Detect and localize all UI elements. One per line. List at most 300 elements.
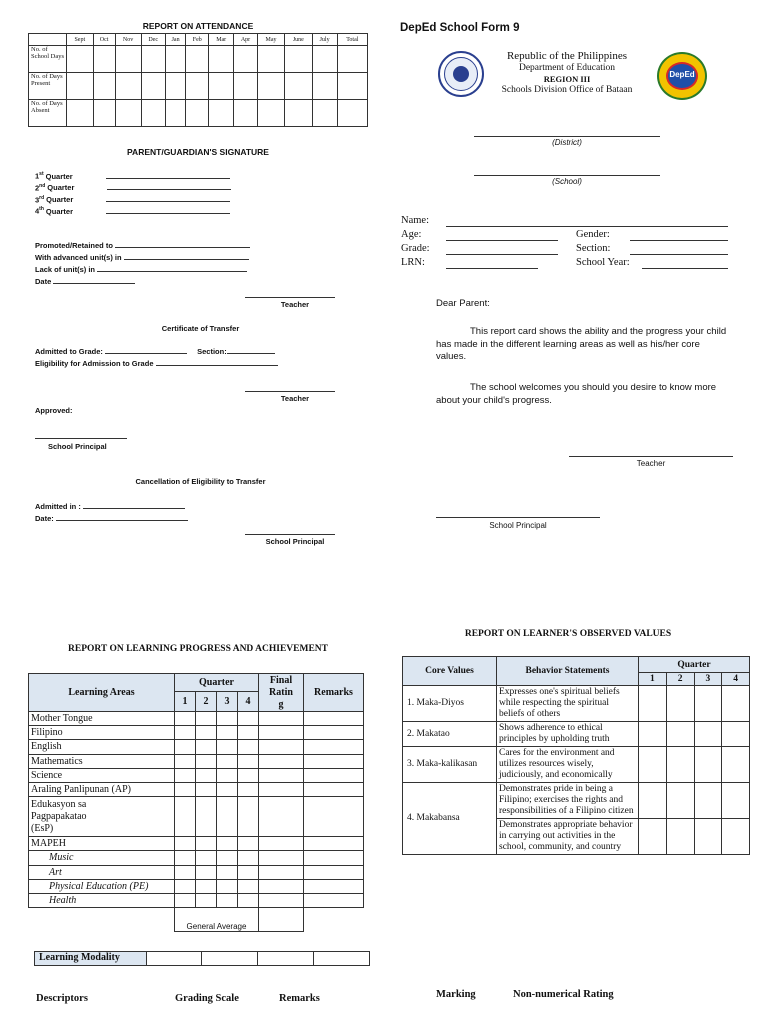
attendance-cell[interactable] (67, 73, 94, 100)
attendance-cell[interactable] (141, 100, 165, 127)
learning-grade-cell[interactable] (259, 837, 304, 851)
transfer-title: Certificate of Transfer (161, 324, 240, 333)
values-title: REPORT ON LEARNER'S OBSERVED VALUES (464, 629, 672, 639)
values-rating-cell[interactable] (694, 722, 722, 747)
learning-area-name: Filipino (29, 726, 175, 740)
values-quarter-num: 3 (694, 673, 722, 686)
division-label: Schools Division Office of Bataan (501, 85, 633, 95)
values-rating-cell[interactable] (694, 819, 722, 855)
learning-grade-cell[interactable] (217, 797, 238, 837)
learning-grade-cell[interactable] (217, 893, 238, 907)
cancellation-title: Cancellation of Eligibility to Transfer (135, 477, 266, 486)
learning-grade-cell[interactable] (238, 782, 259, 796)
behavior-statement: Shows adherence to ethical principles by upholding truth (497, 722, 639, 747)
attendance-cell[interactable] (234, 46, 258, 73)
learning-grade-cell[interactable] (196, 797, 217, 837)
attendance-cell[interactable] (165, 46, 186, 73)
lack-label: Lack of unit(s) in (35, 265, 95, 274)
learning-grade-cell[interactable] (217, 865, 238, 879)
lack-row (35, 265, 247, 274)
lrn-line[interactable] (446, 268, 538, 269)
learning-quarter-num: 3 (217, 692, 238, 712)
learning-grade-cell[interactable] (175, 740, 196, 754)
values-row (403, 722, 750, 747)
gender-line[interactable] (630, 240, 728, 241)
school-year-label: School Year: (576, 257, 630, 268)
attendance-cell[interactable] (115, 46, 141, 73)
learning-area-name: Health (29, 893, 175, 907)
learning-area-row (29, 879, 364, 893)
behavior-statement: Expresses one's spiritual beliefs while respecting the spiritual beliefs of others (497, 686, 639, 722)
admitted-in-row (35, 502, 185, 511)
learning-grade-cell[interactable] (175, 754, 196, 768)
quarter-signature-line[interactable] (106, 178, 230, 179)
attendance-cell[interactable] (285, 100, 312, 127)
values-rating-cell[interactable] (722, 819, 750, 855)
values-row (403, 686, 750, 722)
learning-grade-cell[interactable] (304, 797, 364, 837)
admitted-grade-row (35, 347, 275, 356)
attendance-row-label: No. of School Days (29, 46, 67, 73)
learning-grade-cell[interactable] (259, 712, 304, 726)
behavior-statement: Demonstrates pride in being a Filipino; exercises the rights and responsibilities of a Filipino citizen (497, 783, 639, 819)
learning-grade-cell[interactable] (175, 893, 196, 907)
attendance-month-header: Total (337, 34, 367, 46)
learning-grade-cell[interactable] (238, 851, 259, 865)
learning-grade-cell[interactable] (238, 768, 259, 782)
section-label-right: Section: (576, 243, 611, 254)
values-table (402, 656, 750, 855)
letter-teacher-label: Teacher (636, 459, 666, 468)
attendance-month-header: Sept (67, 34, 94, 46)
learning-area-row (29, 797, 364, 837)
learning-grade-cell[interactable] (259, 754, 304, 768)
esp-line: Pagpapakatao (31, 810, 87, 822)
learning-area-row (29, 754, 364, 768)
lack-line[interactable] (97, 271, 247, 272)
attendance-row (29, 100, 368, 127)
letter-principal-line (436, 517, 600, 518)
values-rating-cell[interactable] (722, 783, 750, 819)
learning-area-name (29, 797, 175, 837)
attendance-cell[interactable] (186, 46, 209, 73)
learning-grade-cell[interactable] (175, 837, 196, 851)
school-label: (School) (552, 177, 582, 186)
values-quarter-num: 1 (639, 673, 667, 686)
learning-grade-cell[interactable] (259, 797, 304, 837)
attendance-cell[interactable] (312, 100, 337, 127)
signature-quarters (35, 171, 231, 218)
quarter-num: 4 (35, 206, 40, 216)
learning-grade-cell[interactable] (175, 768, 196, 782)
behavior-statement: Demonstrates appropriate behavior in carrying out activities in the school, community, and country (497, 819, 639, 855)
learning-table (28, 673, 364, 932)
attendance-cell[interactable] (312, 46, 337, 73)
letter-teacher-line (569, 456, 733, 457)
learning-grade-cell[interactable] (175, 865, 196, 879)
general-average-row (29, 908, 364, 932)
learning-grade-cell[interactable] (304, 865, 364, 879)
attendance-cell[interactable] (165, 73, 186, 100)
remarks-header: Remarks (279, 993, 320, 1004)
cancel-date-line[interactable] (56, 520, 188, 521)
learning-grade-cell[interactable] (196, 837, 217, 851)
learning-grade-cell[interactable] (196, 754, 217, 768)
learning-areas-header: Learning Areas (29, 674, 175, 712)
attendance-month-header: May (257, 34, 284, 46)
esp-line: Edukasyon sa (31, 798, 87, 810)
learning-area-row (29, 768, 364, 782)
values-rating-cell[interactable] (666, 783, 694, 819)
advanced-label: With advanced unit(s) in (35, 253, 122, 262)
learning-grade-cell[interactable] (304, 726, 364, 740)
letter-greeting: Dear Parent: (436, 298, 490, 309)
attendance-cell[interactable] (337, 100, 367, 127)
learning-grade-cell[interactable] (259, 851, 304, 865)
quarter-signature-row (35, 183, 231, 195)
region-label: REGION III (543, 74, 591, 84)
date-row (35, 277, 135, 286)
learning-grade-cell[interactable] (196, 740, 217, 754)
learning-grade-cell[interactable] (238, 797, 259, 837)
quarter-num: 1 (35, 171, 40, 181)
learning-quarter-num: 2 (196, 692, 217, 712)
attendance-month-header: Oct (93, 34, 115, 46)
attendance-cell[interactable] (186, 100, 209, 127)
attendance-cell[interactable] (141, 73, 165, 100)
learning-grade-cell[interactable] (196, 851, 217, 865)
learning-area-row (29, 712, 364, 726)
learning-quarter-header: Quarter (175, 674, 259, 692)
values-rating-cell[interactable] (722, 686, 750, 722)
learning-grade-cell[interactable] (196, 879, 217, 893)
behavior-header: Behavior Statements (497, 657, 639, 686)
attendance-month-header: Nov (115, 34, 141, 46)
esp-line: (EsP) (31, 822, 54, 834)
eligibility-label: Eligibility for Admission to Grade (35, 359, 154, 368)
general-average-cell[interactable] (259, 908, 304, 932)
age-line[interactable] (446, 240, 558, 241)
final-rating-1: Final (269, 674, 293, 686)
learning-area-name: Science (29, 768, 175, 782)
grade-label: Grade: (401, 243, 430, 254)
attendance-cell[interactable] (67, 100, 94, 127)
learning-grade-cell[interactable] (238, 865, 259, 879)
quarter-label: Quarter (45, 171, 73, 181)
attendance-cell[interactable] (186, 73, 209, 100)
values-quarter-num: 2 (666, 673, 694, 686)
age-label: Age: (401, 229, 422, 240)
values-rating-cell[interactable] (639, 686, 667, 722)
learning-grade-cell[interactable] (238, 879, 259, 893)
letter-paragraph-2: The school welcomes you should you desire to know more about your child's progress. (436, 382, 717, 406)
learning-grade-cell[interactable] (259, 879, 304, 893)
attendance-month-header: July (312, 34, 337, 46)
attendance-month-header: Mar (209, 34, 234, 46)
learning-grade-cell[interactable] (238, 712, 259, 726)
attendance-month-header: Apr (234, 34, 258, 46)
quarter-signature-line[interactable] (106, 213, 230, 214)
learning-area-name: Araling Panlipunan (AP) (29, 782, 175, 796)
learning-grade-cell[interactable] (259, 865, 304, 879)
letter-paragraph-1: This report card shows the ability and the progress your child has made in the different learning areas as well as his/her core values. (436, 326, 727, 362)
attendance-cell[interactable] (141, 46, 165, 73)
values-rating-cell[interactable] (694, 783, 722, 819)
signature-title: PARENT/GUARDIAN'S SIGNATURE (127, 147, 269, 157)
quarter-signature-row (35, 171, 231, 183)
core-value-name: 2. Makatao (403, 722, 497, 747)
learning-area-name: Physical Education (PE) (29, 879, 175, 893)
learning-grade-cell[interactable] (304, 837, 364, 851)
learning-area-name: Music (29, 851, 175, 865)
quarter-ordinal: st (39, 171, 44, 177)
school-year-line[interactable] (642, 268, 728, 269)
learning-grade-cell[interactable] (217, 837, 238, 851)
attendance-table (28, 33, 368, 127)
school-line (474, 175, 660, 176)
values-rating-cell[interactable] (639, 722, 667, 747)
values-rating-cell[interactable] (639, 783, 667, 819)
learning-quarter-num: 4 (238, 692, 259, 712)
quarter-signature-line[interactable] (107, 189, 231, 190)
attendance-cell[interactable] (234, 100, 258, 127)
attendance-cell[interactable] (337, 46, 367, 73)
learning-grade-cell[interactable] (217, 879, 238, 893)
quarter-label: Quarter (45, 206, 73, 216)
attendance-cell[interactable] (209, 46, 234, 73)
values-rating-cell[interactable] (666, 747, 694, 783)
marking-header: Marking (436, 989, 476, 1000)
promoted-line[interactable] (115, 247, 250, 248)
admitted-grade-label: Admitted to Grade: (35, 347, 103, 356)
learning-area-name: MAPEH (29, 837, 175, 851)
learning-grade-cell[interactable] (217, 782, 238, 796)
learning-grade-cell[interactable] (304, 893, 364, 907)
learning-grade-cell[interactable] (175, 712, 196, 726)
quarter-num: 3 (35, 195, 40, 205)
attendance-month-header: Jan (165, 34, 186, 46)
learning-grade-cell[interactable] (259, 782, 304, 796)
values-rating-cell[interactable] (694, 747, 722, 783)
values-rating-cell[interactable] (722, 747, 750, 783)
attendance-cell[interactable] (115, 100, 141, 127)
deped-logo-icon (657, 52, 707, 100)
learning-area-row (29, 851, 364, 865)
attendance-row (29, 46, 368, 73)
promoted-label: Promoted/Retained to (35, 241, 113, 250)
learning-grade-cell[interactable] (259, 893, 304, 907)
general-average-label: General Average (175, 908, 259, 932)
learning-grade-cell[interactable] (304, 712, 364, 726)
attendance-month-header: Feb (186, 34, 209, 46)
deped-seal-icon (438, 51, 484, 97)
learning-grade-cell[interactable] (238, 726, 259, 740)
learning-title: REPORT ON LEARNING PROGRESS AND ACHIEVEMENT (68, 644, 328, 654)
final-rating-header (259, 674, 304, 712)
learning-grade-cell[interactable] (175, 782, 196, 796)
teacher-signature-line (245, 297, 335, 298)
values-quarter-header: Quarter (639, 657, 750, 673)
admitted-in-line[interactable] (83, 508, 185, 509)
transfer-principal-line (35, 438, 127, 439)
learning-remarks-header: Remarks (304, 674, 364, 712)
learning-grade-cell[interactable] (196, 893, 217, 907)
values-rating-cell[interactable] (694, 686, 722, 722)
teacher-label: Teacher (280, 300, 310, 309)
attendance-cell[interactable] (257, 46, 284, 73)
learning-grade-cell[interactable] (238, 754, 259, 768)
descriptors-header: Descriptors (36, 993, 88, 1004)
learning-area-name: Mathematics (29, 754, 175, 768)
values-rating-cell[interactable] (666, 722, 694, 747)
learning-grade-cell[interactable] (259, 740, 304, 754)
date-label: Date (35, 277, 52, 286)
letter-principal-label: School Principal (489, 521, 547, 530)
learning-area-row (29, 740, 364, 754)
logo-text: DepEd (669, 70, 695, 79)
attendance-cell[interactable] (115, 73, 141, 100)
lrn-label: LRN: (401, 257, 425, 268)
section-line[interactable] (227, 353, 275, 354)
values-rating-cell[interactable] (666, 686, 694, 722)
quarter-num: 2 (35, 183, 40, 193)
behavior-statement: Cares for the environment and utilizes resources wisely, judiciously, and economically (497, 747, 639, 783)
date-line[interactable] (53, 283, 135, 284)
learning-grade-cell[interactable] (304, 768, 364, 782)
section-label: Section: (197, 347, 227, 356)
attendance-cell[interactable] (93, 73, 115, 100)
attendance-cell[interactable] (67, 46, 94, 73)
learning-grade-cell[interactable] (259, 768, 304, 782)
learning-grade-cell[interactable] (217, 754, 238, 768)
attendance-cell[interactable] (234, 73, 258, 100)
values-rating-cell[interactable] (722, 722, 750, 747)
section-line-right[interactable] (630, 254, 728, 255)
learning-grade-cell[interactable] (175, 797, 196, 837)
attendance-cell[interactable] (165, 100, 186, 127)
name-line[interactable] (446, 226, 728, 227)
values-rating-cell[interactable] (666, 819, 694, 855)
district-label: (District) (552, 138, 582, 147)
approved-label: Approved: (35, 406, 73, 415)
learning-grade-cell[interactable] (217, 851, 238, 865)
eligibility-row (35, 359, 278, 368)
learning-grade-cell[interactable] (217, 740, 238, 754)
gender-label: Gender: (576, 229, 610, 240)
learning-grade-cell[interactable] (304, 754, 364, 768)
learning-area-row (29, 893, 364, 907)
cancel-date-label: Date: (35, 514, 54, 523)
republic-label: Republic of the Philippines (506, 50, 628, 62)
cancel-principal-line (245, 534, 335, 535)
promoted-row (35, 241, 250, 250)
attendance-cell[interactable] (285, 46, 312, 73)
attendance-row-label: No. of Days Absent (29, 100, 67, 127)
attendance-cell[interactable] (337, 73, 367, 100)
transfer-teacher-label: Teacher (280, 394, 310, 403)
final-rating-3: g (278, 698, 284, 710)
attendance-cell[interactable] (209, 100, 234, 127)
advanced-row (35, 253, 249, 262)
form-title: DepEd School Form 9 (400, 22, 520, 34)
learning-area-row (29, 726, 364, 740)
learning-area-row (29, 782, 364, 796)
quarter-label: Quarter (46, 195, 74, 205)
general-average-spacer (29, 908, 175, 932)
values-rating-cell[interactable] (639, 819, 667, 855)
attendance-cell[interactable] (93, 100, 115, 127)
transfer-principal-label: School Principal (48, 442, 107, 451)
learning-grade-cell[interactable] (304, 782, 364, 796)
admitted-grade-line[interactable] (105, 353, 187, 354)
quarter-ordinal: th (39, 206, 44, 213)
attendance-cell[interactable] (312, 73, 337, 100)
learning-grade-cell[interactable] (175, 851, 196, 865)
department-label: Department of Education (518, 63, 616, 73)
learning-grade-cell[interactable] (304, 851, 364, 865)
values-row (403, 783, 750, 819)
attendance-row-label: No. of Days Present (29, 73, 67, 100)
attendance-row (29, 73, 368, 100)
attendance-cell[interactable] (93, 46, 115, 73)
advanced-line[interactable] (124, 259, 249, 260)
learning-grade-cell[interactable] (304, 740, 364, 754)
non-numerical-header: Non-numerical Rating (513, 989, 614, 1000)
learning-grade-cell[interactable] (196, 865, 217, 879)
attendance-corner-cell (29, 34, 67, 46)
learning-grade-cell[interactable] (196, 712, 217, 726)
cancel-date-row (35, 514, 188, 523)
learning-grade-cell[interactable] (238, 837, 259, 851)
learning-grade-cell[interactable] (175, 726, 196, 740)
attendance-cell[interactable] (257, 100, 284, 127)
quarter-ordinal: rd (39, 194, 45, 201)
learning-grade-cell[interactable] (196, 726, 217, 740)
learning-grade-cell[interactable] (304, 879, 364, 893)
name-label: Name: (401, 215, 429, 226)
learning-grade-cell[interactable] (259, 726, 304, 740)
learning-grade-cell[interactable] (175, 879, 196, 893)
learning-area-name: Art (29, 865, 175, 879)
attendance-cell[interactable] (285, 73, 312, 100)
learning-grade-cell[interactable] (196, 782, 217, 796)
learning-grade-cell[interactable] (238, 893, 259, 907)
learning-grade-cell[interactable] (217, 768, 238, 782)
learning-area-row (29, 837, 364, 851)
eligibility-line[interactable] (156, 365, 278, 366)
grade-line[interactable] (446, 254, 558, 255)
quarter-signature-line[interactable] (106, 201, 230, 202)
learning-grade-cell[interactable] (238, 740, 259, 754)
general-average-tail (304, 908, 364, 932)
admitted-in-label: Admitted in : (35, 502, 81, 511)
values-rating-cell[interactable] (639, 747, 667, 783)
learning-grade-cell[interactable] (217, 712, 238, 726)
attendance-title: REPORT ON ATTENDANCE (142, 21, 254, 31)
learning-area-name: English (29, 740, 175, 754)
learning-grade-cell[interactable] (196, 768, 217, 782)
attendance-cell[interactable] (257, 73, 284, 100)
quarter-signature-row (35, 195, 231, 207)
quarter-label: Quarter (47, 183, 75, 193)
learning-grade-cell[interactable] (217, 726, 238, 740)
quarter-ordinal: nd (39, 182, 46, 189)
attendance-cell[interactable] (209, 73, 234, 100)
final-rating-2: Ratin (269, 686, 293, 698)
learning-modality-box (34, 951, 370, 966)
learning-quarter-num: 1 (175, 692, 196, 712)
district-line (474, 136, 660, 137)
